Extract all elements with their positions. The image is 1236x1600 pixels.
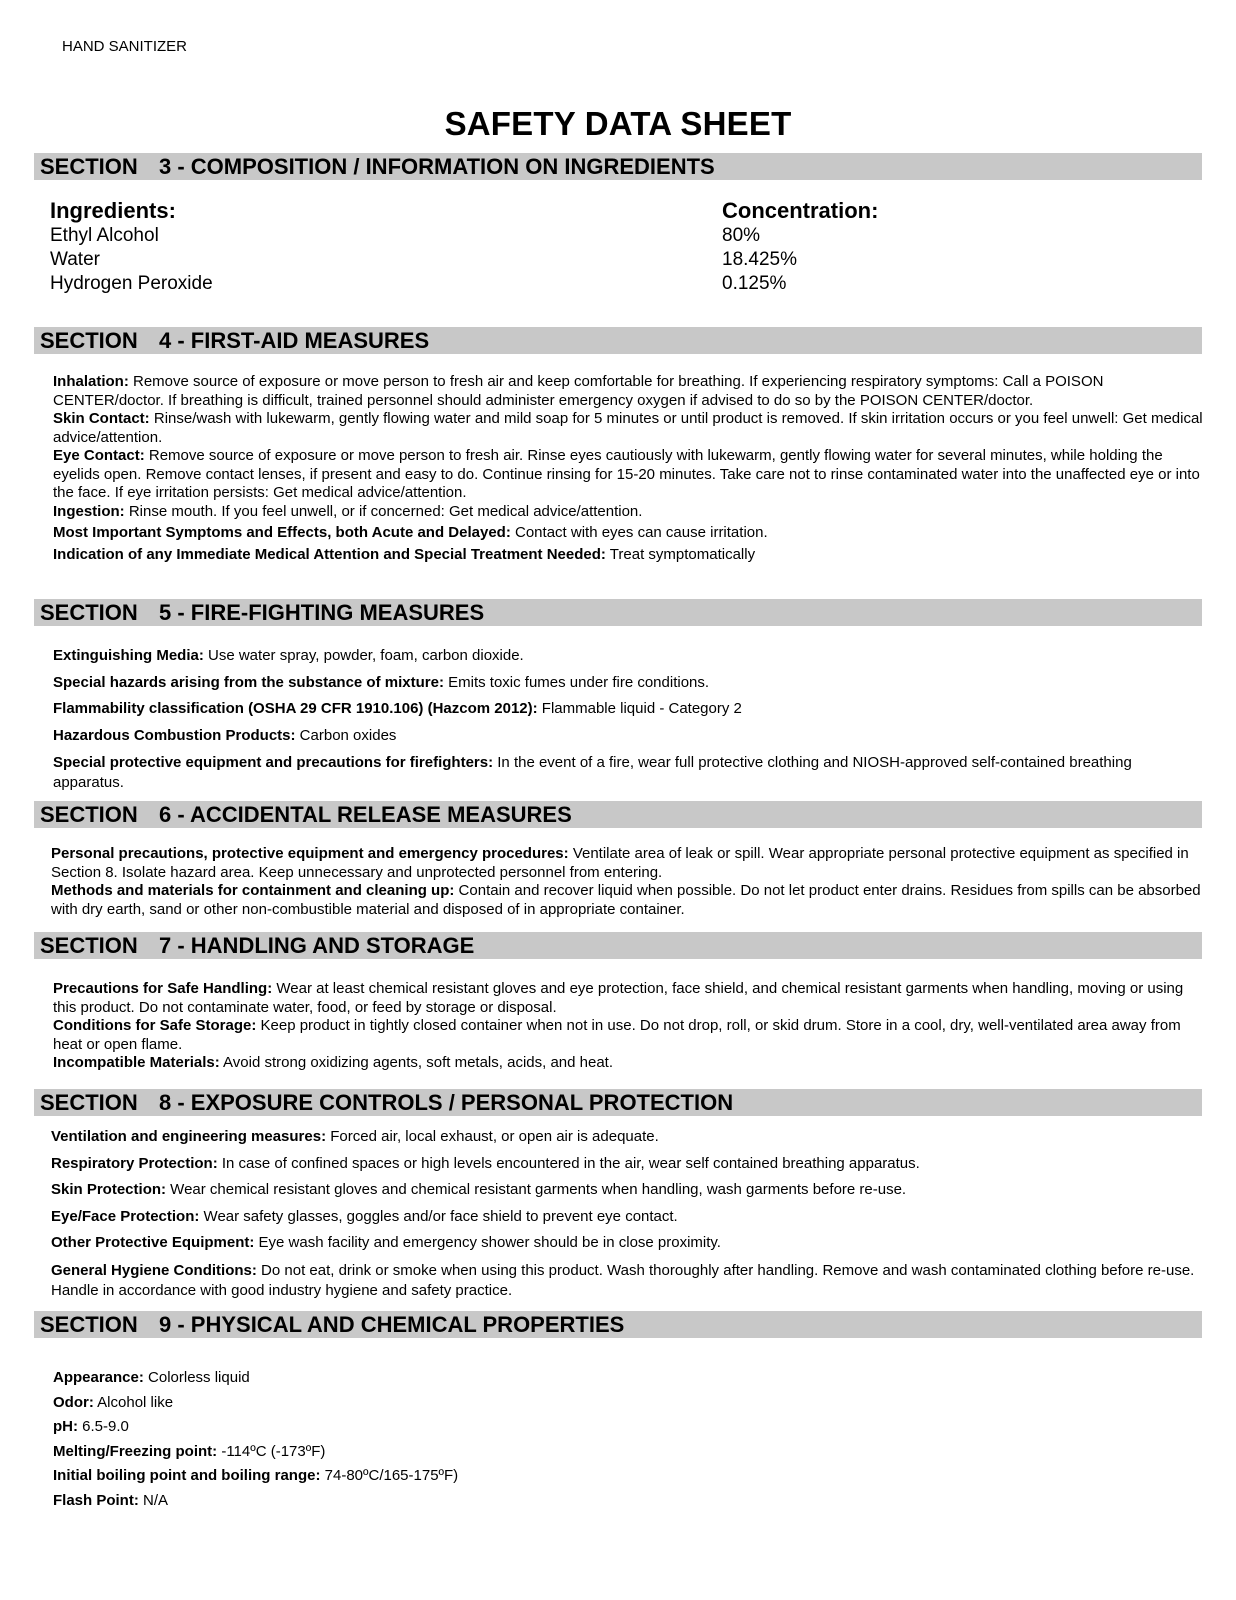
- handling-storage-item: [53, 1017, 1203, 1054]
- document-label: HAND SANITIZER: [62, 38, 188, 55]
- item-text: Rinse/wash with lukewarm, gently flowing water and mild soap for 5 minutes or until product is removed. If skin irritation occurs or you feel unwell: Get medical advice/attention.: [53, 410, 1203, 446]
- item-text: Contain and recover liquid when possible. Do not let product enter drains. Residues from spills can be absorbed with dry earth, sand or other non-combustible material and disposed of in appropriate container.: [51, 882, 1201, 918]
- section-label: SECTION: [40, 328, 138, 353]
- item-text: Carbon oxides: [295, 726, 397, 744]
- item-label: General Hygiene Conditions:: [51, 1261, 257, 1279]
- fire-fighting-item: [53, 753, 1203, 793]
- item-text: Eye wash facility and emergency shower should be in close proximity.: [254, 1234, 721, 1251]
- section-6-header: [34, 801, 1202, 828]
- item-label: Eye/Face Protection:: [51, 1207, 200, 1225]
- item-text: 74-80ºC/165-175ºF): [320, 1467, 459, 1484]
- exposure-controls-item: [51, 1155, 1201, 1174]
- item-text: Use water spray, powder, foam, carbon dioxide.: [203, 647, 524, 664]
- exposure-controls-item: [51, 1208, 1201, 1227]
- accidental-release-list: [51, 845, 1201, 919]
- section-title: 4 - FIRST-AID MEASURES: [159, 328, 430, 353]
- section-title: 5 - FIRE-FIGHTING MEASURES: [159, 600, 485, 625]
- item-label: Special protective equipment and precautions for firefighters:: [53, 754, 494, 771]
- concentration-header: Concentration:: [722, 198, 879, 223]
- item-text: Wear chemical resistant gloves and chemical resistant garments when handling, wash garments before re-use.: [166, 1181, 907, 1198]
- item-text: Keep product in tightly closed container when not in use. Do not drop, roll, or skid drum. Store in a cool, dry, well-ventilated area away from heat or open flame.: [53, 1017, 1181, 1053]
- item-text: Remove source of exposure or move person to fresh air. Rinse eyes cautiously with lukewarm, gently flowing water for several minutes, while holding the eyelids open. Remove contact lenses, if present and easy to do. Continue rinsing for 15-20 minutes. Take care not to rinse contaminated water into the unaffected eye or into the face. If eye irritation persists: Get medical advice/attention.: [53, 447, 1200, 501]
- item-label: Extinguishing Media:: [53, 647, 204, 664]
- item-label: Appearance:: [53, 1369, 144, 1386]
- item-label: Ventilation and engineering measures:: [51, 1128, 327, 1145]
- handling-storage-item: [53, 980, 1203, 1017]
- item-label: Skin Protection:: [51, 1181, 167, 1198]
- accidental-release-item: [51, 882, 1201, 919]
- section-label: SECTION: [40, 1090, 138, 1115]
- first-aid-item: [53, 410, 1203, 447]
- item-label: Inhalation:: [53, 373, 129, 390]
- item-text: In the event of a fire, wear full protective clothing and NIOSH-approved self-contained breathing apparatus.: [53, 754, 1132, 791]
- ingredients-header: Ingredients:: [50, 198, 176, 223]
- first-aid-list: [53, 373, 1203, 564]
- item-text: Avoid strong oxidizing agents, soft metals, acids, and heat.: [219, 1054, 614, 1071]
- section-4-header: [34, 327, 1202, 354]
- section-label: SECTION: [40, 802, 138, 827]
- page-title: SAFETY DATA SHEET: [444, 105, 792, 142]
- item-label: Melting/Freezing point:: [53, 1442, 218, 1460]
- item-label: Flash Point:: [53, 1491, 139, 1509]
- property-item: [53, 1464, 1203, 1489]
- fire-fighting-item: [53, 674, 1203, 693]
- item-text: Alcohol like: [93, 1393, 174, 1411]
- item-label: Ingestion:: [53, 502, 125, 520]
- item-label: Personal precautions, protective equipment and emergency procedures:: [51, 845, 569, 862]
- item-text: Wear safety glasses, goggles and/or face shield to prevent eye contact.: [199, 1207, 678, 1225]
- section-title: 3 - COMPOSITION / INFORMATION ON INGREDIENTS: [159, 154, 715, 179]
- first-aid-item: [53, 373, 1203, 410]
- exposure-controls-item: [51, 1261, 1201, 1301]
- section-5-header: [34, 599, 1202, 626]
- item-label: Skin Contact:: [53, 410, 150, 427]
- section-label: SECTION: [40, 154, 138, 179]
- item-label: Special hazards arising from the substance of mixture:: [53, 673, 444, 691]
- first-aid-item: [53, 524, 1203, 543]
- fire-fighting-item: [53, 700, 1203, 719]
- section-title: 8 - EXPOSURE CONTROLS / PERSONAL PROTECTION: [159, 1090, 734, 1115]
- ingredient-concentration: 80%: [722, 225, 761, 246]
- item-text: Ventilate area of leak or spill. Wear appropriate personal protective equipment as specified in Section 8. Isolate hazard area. Keep unnecessary and unprotected personnel from entering.: [51, 845, 1189, 881]
- handling-storage-list: [53, 980, 1203, 1073]
- item-text: Emits toxic fumes under fire conditions.: [443, 673, 710, 691]
- section-3-header: [34, 153, 1202, 180]
- item-label: Hazardous Combustion Products:: [53, 726, 296, 744]
- item-text: In case of confined spaces or high levels encountered in the air, wear self contained breathing apparatus.: [217, 1154, 920, 1172]
- item-label: Other Protective Equipment:: [51, 1234, 255, 1251]
- section-label: SECTION: [40, 933, 138, 958]
- section-title: 9 - PHYSICAL AND CHEMICAL PROPERTIES: [159, 1312, 625, 1337]
- item-text: Wear at least chemical resistant gloves and eye protection, face shield, and chemical resistant garments when handling, moving or using this product. Do not contaminate water, food, or feed by storage or disposal.: [53, 980, 1184, 1016]
- item-text: Treat symptomatically: [605, 545, 756, 563]
- property-item: [53, 1440, 1203, 1465]
- property-item: [53, 1489, 1203, 1514]
- item-text: Flammable liquid - Category 2: [537, 700, 742, 717]
- item-label: Conditions for Safe Storage:: [53, 1017, 257, 1034]
- item-label: Odor:: [53, 1393, 94, 1411]
- item-text: Do not eat, drink or smoke when using this product. Wash thoroughly after handling. Remove and wash contaminated clothing before re-use. Handle in accordance with good industry hygiene and safety practice.: [51, 1261, 1195, 1299]
- exposure-controls-item: [51, 1181, 1201, 1200]
- item-label: Most Important Symptoms and Effects, both Acute and Delayed:: [53, 524, 511, 541]
- item-text: Colorless liquid: [143, 1369, 250, 1386]
- ingredient-name: Ethyl Alcohol: [50, 225, 159, 246]
- ingredient-name: Water: [50, 249, 100, 270]
- section-label: SECTION: [40, 1312, 138, 1337]
- section-label: SECTION: [40, 600, 138, 625]
- item-text: Contact with eyes can cause irritation.: [510, 524, 768, 541]
- item-text: Forced air, local exhaust, or open air is adequate.: [326, 1128, 659, 1145]
- item-label: Precautions for Safe Handling:: [53, 980, 273, 997]
- ingredient-concentration: 0.125%: [722, 273, 787, 294]
- fire-fighting-item: [53, 647, 1203, 666]
- item-text: 6.5-9.0: [78, 1418, 129, 1435]
- property-item: [53, 1366, 1203, 1391]
- item-label: Indication of any Immediate Medical Attention and Special Treatment Needed:: [53, 545, 606, 563]
- item-label: pH:: [53, 1418, 78, 1435]
- item-label: Initial boiling point and boiling range:: [53, 1467, 321, 1484]
- item-label: Flammability classification (OSHA 29 CFR 1910.106) (Hazcom 2012):: [53, 700, 538, 717]
- section-title: 6 - ACCIDENTAL RELEASE MEASURES: [159, 802, 572, 827]
- item-text: Remove source of exposure or move person to fresh air and keep comfortable for breathing. If experiencing respiratory symptoms: Call a POISON CENTER/doctor. If breathing is difficult, trained personnel should administer emergency oxygen if advised to do so by the POISON CENTER/doctor.: [53, 373, 1104, 409]
- section-9-header: [34, 1311, 1202, 1338]
- item-label: Incompatible Materials:: [53, 1054, 220, 1071]
- exposure-controls-item: [51, 1234, 1201, 1253]
- section-title: 7 - HANDLING AND STORAGE: [159, 933, 475, 958]
- item-text: Rinse mouth. If you feel unwell, or if concerned: Get medical advice/attention.: [124, 502, 643, 520]
- exposure-controls-list: [51, 1128, 1201, 1301]
- item-text: -114ºC (-173ºF): [217, 1442, 326, 1460]
- physical-properties-list: [53, 1366, 1203, 1513]
- accidental-release-item: [51, 845, 1201, 882]
- fire-fighting-item: [53, 727, 1203, 746]
- ingredient-name: Hydrogen Peroxide: [50, 273, 213, 294]
- fire-fighting-list: [53, 647, 1203, 793]
- item-text: N/A: [138, 1491, 169, 1509]
- ingredient-concentration: 18.425%: [722, 249, 798, 270]
- exposure-controls-item: [51, 1128, 1201, 1147]
- property-item: [53, 1391, 1203, 1416]
- first-aid-item: [53, 447, 1203, 503]
- section-7-header: [34, 932, 1202, 959]
- handling-storage-item: [53, 1054, 1203, 1073]
- item-label: Respiratory Protection:: [51, 1154, 218, 1172]
- item-label: Eye Contact:: [53, 447, 145, 464]
- section-8-header: [34, 1089, 1202, 1116]
- item-label: Methods and materials for containment and cleaning up:: [51, 882, 455, 899]
- first-aid-item: [53, 546, 1203, 565]
- first-aid-item: [53, 503, 1203, 522]
- property-item: [53, 1415, 1203, 1440]
